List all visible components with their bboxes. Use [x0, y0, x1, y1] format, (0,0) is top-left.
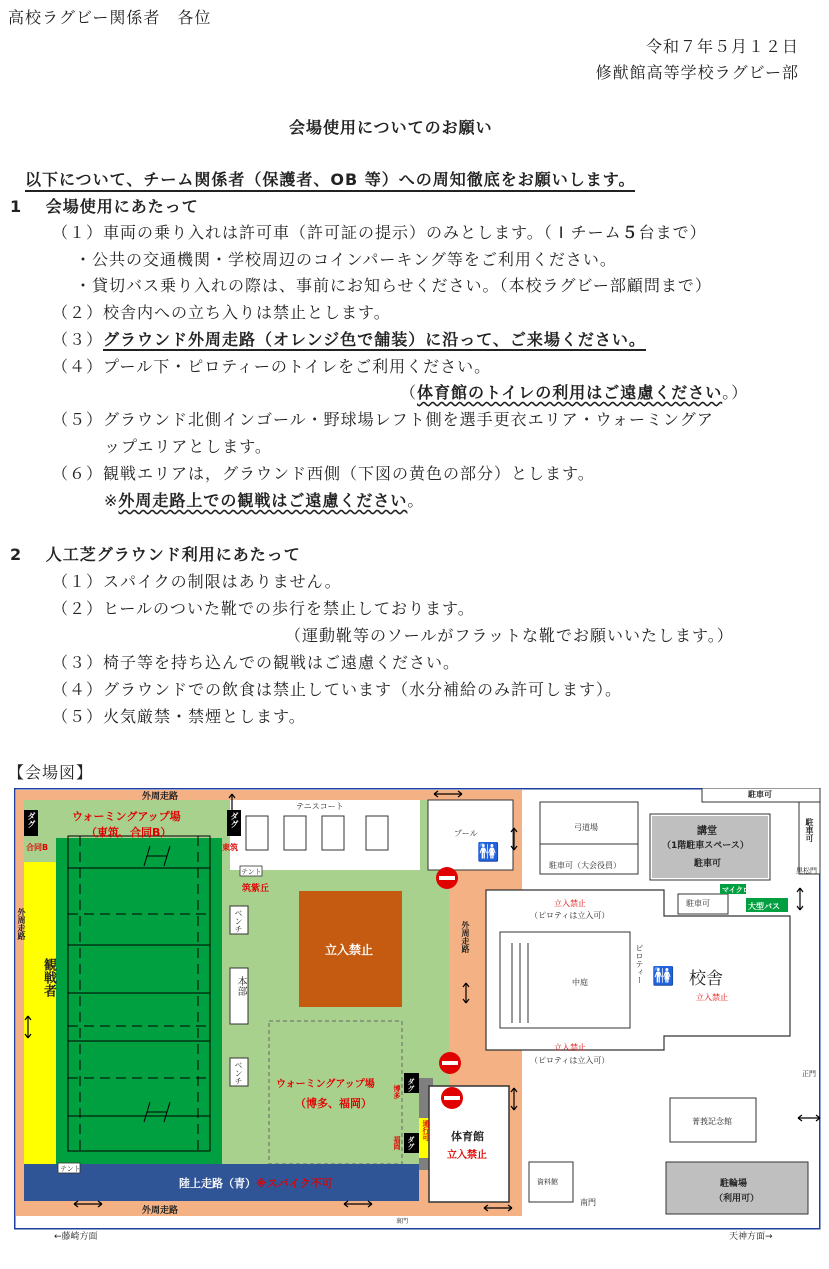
microbus-label: マイクロ [722, 886, 750, 894]
section2-item5: （５）火気厳禁・禁煙とします。 [52, 707, 306, 726]
godo-b-label: 合同B [26, 843, 49, 852]
nanmon: 南門 [580, 1198, 596, 1207]
no-entry-label: 立入禁止 [325, 943, 374, 957]
seienkinenkan: 菁莪記念館 [692, 1117, 732, 1126]
section2-item1: （１）スパイクの制限はありません。 [52, 572, 342, 591]
warmup-north-teams: （東筑、合同B） [86, 826, 172, 839]
nakaniwa: 中庭 [572, 978, 588, 987]
rugby-pitch [56, 838, 222, 1164]
piloti-top-sub: （ピロティは立入可） [530, 911, 610, 920]
kodo-parking: 駐車可 [694, 859, 722, 869]
tenjin-direction: 天神方面→ [729, 1232, 773, 1242]
outer-road-left: 外周走路 [17, 908, 26, 940]
piloti-top: 立入禁止 [554, 899, 586, 908]
intro-notice: 以下について、チーム関係者（保護者、OB 等）への周知徹底をお願いします。 [25, 170, 635, 192]
sender: 修猷館高等学校ラグビー部 [595, 63, 799, 82]
section1-item6: （６）観戦エリアは，グラウンド西側（下図の黄色の部分）とします。 [52, 464, 595, 483]
dug-north-left: ダグ [27, 812, 36, 828]
parking-staff: 駐車可（大会役員） [549, 861, 621, 870]
tochiku-label: 東筑 [222, 843, 238, 852]
pool-label: プール [454, 829, 478, 838]
kodo-sub: （1階駐車スペース） [662, 841, 749, 851]
gym-toilet-note: 体育館のトイレの利用はご遠慮ください [417, 383, 723, 402]
note-end: 。 [407, 491, 425, 510]
track-text: 陸上走路（青） [179, 1177, 256, 1190]
fukuoka-label: 福岡 [393, 1136, 401, 1150]
shiryokan: 資料館 [537, 1178, 558, 1186]
kyudojo: 弓道場 [574, 823, 598, 832]
section1-item3 [52, 330, 646, 350]
dug-south-1: ダグ [407, 1078, 415, 1092]
page-title: 会場使用についてのお願い [289, 118, 493, 137]
track-note: ※スパイク不可 [256, 1177, 333, 1190]
note-mark: ※ [104, 491, 119, 510]
kodo: 講堂 [697, 826, 717, 837]
parking-top: 駐車可 [748, 790, 772, 799]
churin-sub: （利用可） [714, 1194, 760, 1204]
toilet-icon-pool: 🚻 [477, 842, 500, 863]
section1-item6-note [104, 491, 424, 511]
section1-item4: （４）プール下・ピロティーのトイレをご利用ください。 [52, 357, 492, 376]
section1-item1-post: 台まで） [638, 223, 707, 242]
section1-item1 [52, 223, 707, 243]
section1-item2: （２）校舎内への立ち入りは禁止とします。 [52, 303, 391, 322]
section1-item4-note [400, 383, 748, 403]
seimon: 正門 [802, 1070, 816, 1078]
bench-2: ベンチ [234, 1061, 243, 1085]
section1-item1-pre: （１）車両の乗り入れは許可車（許可証の提示）のみとします。（ I チーム [52, 223, 622, 242]
hakata-label: 博多 [393, 1085, 401, 1099]
warmup-south: ウォーミングアップ場 [276, 1079, 375, 1090]
spectator-area [24, 862, 56, 1166]
tennis-court: テニスコート [296, 802, 344, 811]
date: 令和７年５月１２日 [645, 37, 799, 56]
kousha-no-entry: 立入禁止 [696, 993, 728, 1002]
oneway-label: 通行可 [422, 1120, 430, 1141]
section1-item5-line1: （５）グラウンド北側インゴール・野球場レフト側を選手更衣エリア・ウォーミングア [52, 410, 714, 429]
dug-south-2: ダグ [407, 1136, 415, 1150]
outer-road-right: 外周走路 [461, 921, 470, 953]
section2-heading: 2 人工芝グラウンド利用にあたって [10, 545, 301, 564]
uramon: 裏門 [396, 1218, 409, 1225]
churin: 駐輪場 [720, 1179, 748, 1189]
dug-north-right: ダグ [230, 812, 239, 828]
section2-item2-note: （運動靴等のソールがフラットな靴でお願いいたします。） [285, 626, 734, 645]
outer-road-top: 外周走路 [142, 792, 179, 802]
spectate-note: 外周走路上での観戦はご遠慮ください [118, 491, 408, 510]
kuromatsu-gate: 黒松門 [796, 867, 817, 875]
toilet-icon-school: 🚻 [652, 966, 675, 987]
taiikukan-no-entry: 立入禁止 [447, 1150, 487, 1161]
fujisaki-direction: ←藤崎方面 [54, 1232, 98, 1242]
section1-item1-num: ５ [621, 223, 639, 242]
section1-item1-sub2: ・貸切バス乗り入れの際は、事前にお知らせください。（本校ラグビー部顧問まで） [75, 276, 712, 295]
section2-item2: （２）ヒールのついた靴での歩行を禁止しております。 [52, 599, 475, 618]
honbu: 本部 [235, 976, 246, 996]
bench-1: ベンチ [234, 909, 243, 933]
warmup-south-teams: （博多、福岡） [295, 1097, 372, 1110]
section1-heading: 1 会場使用にあたって [10, 197, 199, 216]
tent-north: テント [241, 868, 262, 876]
parking-right: 駐車可 [805, 818, 814, 842]
gymnasium [429, 1086, 509, 1202]
parking-mid: 駐車可 [686, 899, 710, 908]
warmup-north: ウォーミングアップ場 [72, 810, 181, 823]
note-close: 。） [722, 383, 749, 402]
section1-item3-text: グラウンド外周走路（オレンジ色で舗装）に沿って、ご来場ください。 [103, 330, 646, 349]
map-heading: 【会場図】 [8, 763, 94, 782]
spectators-label: 観戦者 [41, 958, 56, 997]
piloti-label: ピロティー [635, 944, 644, 984]
section1-item1-sub1: ・公共の交通機関・学校周辺のコインパーキング等をご利用ください。 [75, 250, 617, 269]
tent-south: テント [60, 1165, 81, 1173]
piloti-bottom: 立入禁止 [554, 1043, 586, 1052]
track-label [179, 1175, 332, 1191]
section2-item4: （４）グラウンドでの飲食は禁止しています（水分補給のみ許可します）。 [52, 680, 623, 699]
venue-map [14, 788, 822, 1269]
piloti-bottom-sub: （ピロティは立入可） [530, 1056, 610, 1065]
bus-label: 大型バス [748, 902, 780, 911]
kousha: 校舎 [689, 969, 723, 989]
chikushigaoka-label: 筑紫丘 [242, 884, 270, 894]
section2-item3: （３）椅子等を持ち込んでの観戦はご遠慮ください。 [52, 653, 461, 672]
note-open: （ [400, 383, 418, 402]
section1-item5-line2: ップエリアとします。 [104, 437, 272, 456]
taiikukan: 体育館 [451, 1130, 484, 1143]
section1-item3-num: （３） [52, 330, 104, 349]
addressee: 高校ラグビー関係者 各位 [8, 8, 212, 27]
outer-road-bottom: 外周走路 [142, 1206, 179, 1216]
